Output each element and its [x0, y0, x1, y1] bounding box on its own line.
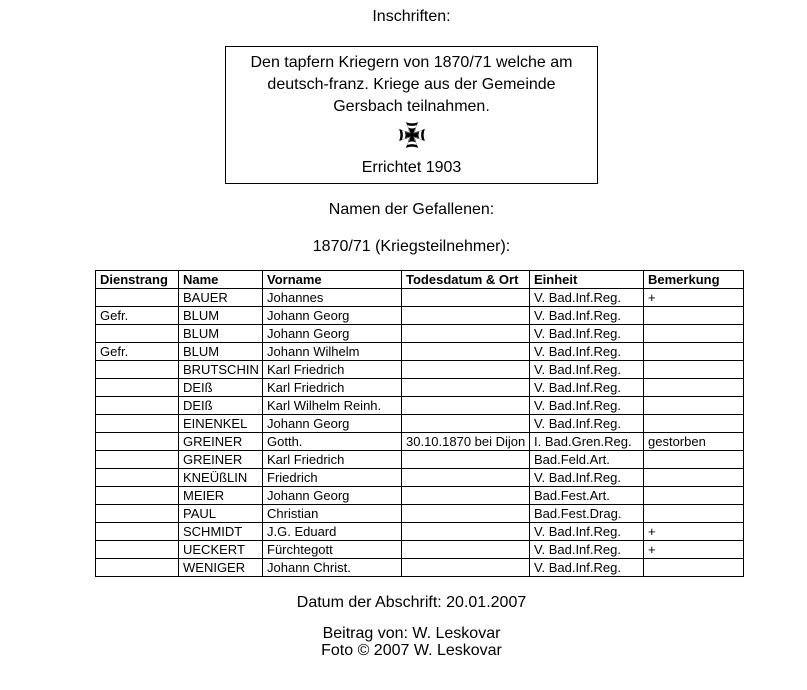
erected-text: Errichtet 1903	[361, 159, 462, 176]
cell-dienstrang: Gefr.	[96, 343, 179, 361]
table-row	[96, 415, 744, 433]
cell-todesdatum-ort	[402, 541, 530, 559]
cell-einheit: V. Bad.Inf.Reg.	[530, 559, 644, 577]
cell-todesdatum-ort	[402, 289, 530, 307]
cell-vorname: Johann Christ.	[263, 559, 402, 577]
cell-vorname: Gotth.	[263, 433, 402, 451]
cell-vorname: Johann Georg	[263, 307, 402, 325]
cell-todesdatum-ort	[402, 325, 530, 343]
cell-name: BLUM	[179, 343, 263, 361]
cell-dienstrang	[96, 505, 179, 523]
cell-einheit: V. Bad.Inf.Reg.	[530, 343, 644, 361]
cell-bemerkung	[644, 361, 744, 379]
cell-bemerkung	[644, 451, 744, 469]
table-row	[96, 289, 744, 307]
cell-vorname: Karl Friedrich	[263, 361, 402, 379]
column-header-dienstrang: Dienstrang	[96, 271, 179, 289]
cell-einheit: V. Bad.Inf.Reg.	[530, 289, 644, 307]
cell-dienstrang	[96, 415, 179, 433]
casualties-table	[95, 270, 744, 577]
cell-vorname: Johann Georg	[263, 415, 402, 433]
cell-vorname: Johannes	[263, 289, 402, 307]
column-header-todesdatum-ort: Todesdatum & Ort	[402, 271, 530, 289]
table-body	[96, 289, 744, 577]
cell-bemerkung	[644, 325, 744, 343]
cell-name: WENIGER	[179, 559, 263, 577]
table-row	[96, 433, 744, 451]
cell-name: EINENKEL	[179, 415, 263, 433]
cell-name: BAUER	[179, 289, 263, 307]
column-header-einheit: Einheit	[530, 271, 644, 289]
cell-name: GREINER	[179, 451, 263, 469]
table-row	[96, 505, 744, 523]
table-row	[96, 469, 744, 487]
cell-einheit: V. Bad.Inf.Reg.	[530, 307, 644, 325]
cell-name: BLUM	[179, 307, 263, 325]
cell-name: GREINER	[179, 433, 263, 451]
cell-name: UECKERT	[179, 541, 263, 559]
cell-einheit: V. Bad.Inf.Reg.	[530, 379, 644, 397]
cell-einheit: V. Bad.Inf.Reg.	[530, 523, 644, 541]
cell-name: BLUM	[179, 325, 263, 343]
inscription-line: Gersbach teilnahmen.	[333, 98, 490, 115]
cell-dienstrang	[96, 487, 179, 505]
cell-todesdatum-ort	[402, 379, 530, 397]
cell-einheit: V. Bad.Inf.Reg.	[530, 397, 644, 415]
subsection-heading: 1870/71 (Kriegsteilnehmer):	[312, 238, 511, 255]
cell-bemerkung: +	[644, 289, 744, 307]
cell-einheit: V. Bad.Inf.Reg.	[530, 325, 644, 343]
table-row	[96, 397, 744, 415]
cell-bemerkung	[644, 343, 744, 361]
column-header-vorname: Vorname	[263, 271, 402, 289]
cell-bemerkung	[644, 307, 744, 325]
cell-bemerkung	[644, 469, 744, 487]
cell-todesdatum-ort	[402, 343, 530, 361]
cell-einheit: Bad.Fest.Art.	[530, 487, 644, 505]
column-header-name: Name	[179, 271, 263, 289]
cell-einheit: V. Bad.Inf.Reg.	[530, 541, 644, 559]
cell-einheit: V. Bad.Inf.Reg.	[530, 361, 644, 379]
cell-bemerkung	[644, 379, 744, 397]
cell-dienstrang	[96, 289, 179, 307]
photo-credit: Foto © 2007 W. Leskovar	[321, 642, 502, 659]
cell-dienstrang	[96, 523, 179, 541]
cell-vorname: Fürchtegott	[263, 541, 402, 559]
inscription-line: Den tapfern Kriegern von 1870/71 welche am	[250, 54, 573, 71]
cell-dienstrang	[96, 469, 179, 487]
cell-todesdatum-ort: 30.10.1870 bei Dijon	[402, 433, 530, 451]
cell-einheit: Bad.Fest.Drag.	[530, 505, 644, 523]
page-footer	[16, 594, 807, 659]
table-row	[96, 379, 744, 397]
table-row	[96, 307, 744, 325]
column-header-bemerkung: Bemerkung	[644, 271, 744, 289]
inscription-line: deutsch-franz. Kriege aus der Gemeinde	[267, 76, 556, 93]
cell-dienstrang	[96, 325, 179, 343]
cell-dienstrang	[96, 361, 179, 379]
cell-todesdatum-ort	[402, 307, 530, 325]
inscription-box	[225, 46, 598, 184]
cell-vorname: Johann Georg	[263, 325, 402, 343]
cell-vorname: J.G. Eduard	[263, 523, 402, 541]
cell-todesdatum-ort	[402, 559, 530, 577]
cell-dienstrang: Gefr.	[96, 307, 179, 325]
cell-todesdatum-ort	[402, 505, 530, 523]
cell-bemerkung: +	[644, 541, 744, 559]
table-row	[96, 523, 744, 541]
cell-bemerkung: +	[644, 523, 744, 541]
cell-vorname: Johann Georg	[263, 487, 402, 505]
cell-vorname: Friedrich	[263, 469, 402, 487]
cell-bemerkung	[644, 487, 744, 505]
cell-vorname: Johann Wilhelm	[263, 343, 402, 361]
cell-einheit: Bad.Feld.Art.	[530, 451, 644, 469]
cell-einheit: V. Bad.Inf.Reg.	[530, 469, 644, 487]
table-row	[96, 343, 744, 361]
cell-vorname: Karl Friedrich	[263, 451, 402, 469]
cell-dienstrang	[96, 541, 179, 559]
table-row	[96, 325, 744, 343]
cell-dienstrang	[96, 451, 179, 469]
cell-name: BRUTSCHIN	[179, 361, 263, 379]
page-title: Inschriften:	[372, 8, 451, 25]
cell-bemerkung: gestorben	[644, 433, 744, 451]
cell-todesdatum-ort	[402, 451, 530, 469]
cell-dienstrang	[96, 397, 179, 415]
cell-bemerkung	[644, 415, 744, 433]
cell-todesdatum-ort	[402, 361, 530, 379]
cell-name: DEIß	[179, 397, 263, 415]
table-row	[96, 451, 744, 469]
cell-name: SCHMIDT	[179, 523, 263, 541]
cell-einheit: I. Bad.Gren.Reg.	[530, 433, 644, 451]
table-row	[96, 541, 744, 559]
cell-todesdatum-ort	[402, 469, 530, 487]
table-row	[96, 559, 744, 577]
cell-vorname: Christian	[263, 505, 402, 523]
cell-bemerkung	[644, 397, 744, 415]
cell-name: PAUL	[179, 505, 263, 523]
contribution-credit: Beitrag von: W. Leskovar	[322, 625, 501, 642]
cell-dienstrang	[96, 379, 179, 397]
cell-name: MEIER	[179, 487, 263, 505]
cell-bemerkung	[644, 559, 744, 577]
cell-einheit: V. Bad.Inf.Reg.	[530, 415, 644, 433]
iron-cross-icon	[226, 121, 597, 149]
cell-name: KNEÜßLIN	[179, 469, 263, 487]
cell-dienstrang	[96, 433, 179, 451]
table-row	[96, 487, 744, 505]
cell-todesdatum-ort	[402, 487, 530, 505]
cell-vorname: Karl Friedrich	[263, 379, 402, 397]
section-heading: Namen der Gefallenen:	[328, 201, 495, 218]
cell-todesdatum-ort	[402, 415, 530, 433]
table-header-row	[96, 271, 744, 289]
table-row	[96, 361, 744, 379]
cell-vorname: Karl Wilhelm Reinh.	[263, 397, 402, 415]
transcript-date: Datum der Abschrift: 20.01.2007	[296, 594, 527, 611]
cell-todesdatum-ort	[402, 397, 530, 415]
cell-bemerkung	[644, 505, 744, 523]
cell-name: DEIß	[179, 379, 263, 397]
cell-dienstrang	[96, 559, 179, 577]
cell-todesdatum-ort	[402, 523, 530, 541]
